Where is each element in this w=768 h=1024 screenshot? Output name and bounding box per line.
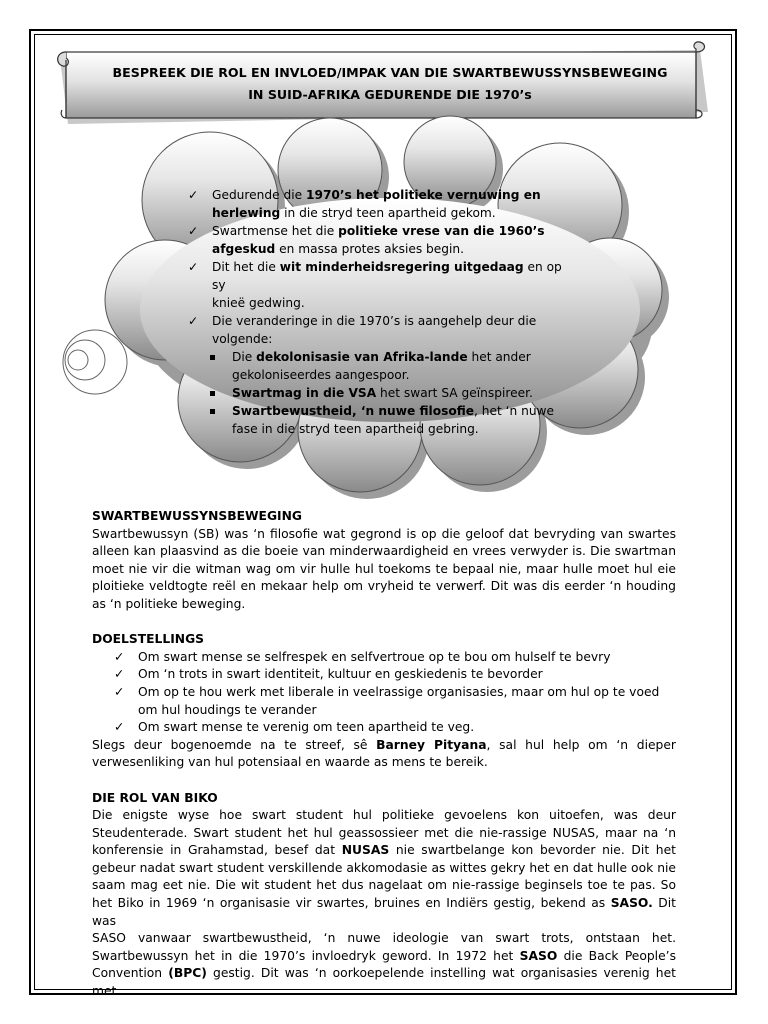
text-run: en op sy <box>212 260 562 292</box>
page-title <box>80 62 700 106</box>
text-run: Om swart mense te verenig om teen apartheid te veg. <box>138 720 475 735</box>
text-line <box>92 543 676 561</box>
text-run: het ander <box>467 350 531 364</box>
section-heading-doelstellings: DOELSTELLINGS <box>92 632 205 647</box>
cloud-bullet-list <box>188 186 573 436</box>
text-run: Die enigste wyse hoe swart student hul politieke gevoelens kon uitoefen, was deur <box>92 808 676 823</box>
text-line <box>138 684 676 702</box>
text-run: ploitieke veldtogte reël en mekaar help om vryheid te verwerf. Dit was dis eerder ‘n houding <box>92 579 676 594</box>
text-run: het Biko in 1969 ‘n organisasie vir swartes, bruines en Indiërs gestig, bekend as <box>92 896 611 911</box>
text-run: gekoloniseerdes aangespoor. <box>232 368 410 382</box>
sub-list-item <box>188 402 573 438</box>
text-line <box>232 384 573 402</box>
text-run: Dit was <box>92 896 676 928</box>
text-line <box>92 596 676 614</box>
text-line <box>92 948 676 966</box>
text-run: knieë gedwing. <box>212 296 305 310</box>
bold-text: dekolonisasie van Afrika-lande <box>256 350 468 364</box>
checkmark-icon: ✓ <box>188 260 199 274</box>
paragraph-closing <box>92 737 676 772</box>
text-line <box>232 366 573 384</box>
text-line <box>138 719 676 737</box>
text-line <box>92 965 676 1000</box>
list-item <box>188 222 573 258</box>
checkmark-icon: ✓ <box>114 684 125 699</box>
text-run: en massa protes aksies begin. <box>275 242 465 256</box>
checkmark-icon: ✓ <box>114 667 125 682</box>
text-line <box>212 258 573 294</box>
text-run: verwesenliking van hul potensiaal en waarde as mens te bereik. <box>92 755 488 770</box>
spacer <box>92 614 676 632</box>
spacer <box>92 772 676 790</box>
text-line <box>92 578 676 596</box>
text-line <box>92 754 676 772</box>
list-item <box>188 186 573 222</box>
text-line <box>212 204 573 222</box>
list-item <box>92 649 676 667</box>
text-line <box>92 737 676 755</box>
bold-text: NUSAS <box>341 843 390 858</box>
text-run: die Back People’s <box>557 948 676 963</box>
text-line <box>92 930 676 948</box>
bold-text: SASO. <box>610 896 653 911</box>
square-bullet-icon <box>210 409 215 414</box>
text-line <box>92 860 676 878</box>
sub-list-item <box>188 384 573 402</box>
text-run: konferensie in Grahamstad, besef dat <box>92 843 342 858</box>
text-line <box>212 330 573 348</box>
text-run: het swart SA geïnspireer. <box>376 386 533 400</box>
text-run: in die stryd teen apartheid gekom. <box>280 206 496 220</box>
section-heading-swartbewussynsbeweging: SWARTBEWUSSYNSBEWEGING <box>92 509 303 523</box>
text-run: Dit het die <box>212 260 280 274</box>
bold-text: 1970’s het politieke vernuwing en <box>305 188 541 202</box>
text-line <box>92 561 676 579</box>
text-run: Die veranderinge in die 1970’s is aangehelp deur die <box>212 314 537 328</box>
checkmark-icon: ✓ <box>188 224 199 238</box>
list-item <box>92 719 676 737</box>
bold-text: Swartbewustheid, ‘n nuwe filosofie <box>232 404 475 418</box>
text-line <box>138 649 676 667</box>
bold-text: politieke vrese van die 1960’s <box>338 224 545 238</box>
bold-text: afgeskud <box>212 242 276 256</box>
text-run: , sal hul help om ‘n dieper <box>486 737 676 752</box>
text-line <box>212 294 573 312</box>
text-run: Gedurende die <box>212 188 306 202</box>
text-line <box>92 807 676 825</box>
text-run: Swartbewussyn (SB) was ‘n filosofie wat gegrond is op die geloof dat bevryding van swartes <box>92 526 676 541</box>
text-line <box>92 526 676 544</box>
paragraph-biko <box>92 807 676 1001</box>
text-line <box>212 240 573 258</box>
square-bullet-icon <box>210 355 215 360</box>
checkmark-icon: ✓ <box>188 188 199 202</box>
title-line-2: IN SUID-AFRIKA GEDURENDE DIE 1970’s <box>248 87 532 102</box>
text-run: om hul houdings te verander <box>138 702 317 717</box>
text-line <box>212 312 573 330</box>
sub-list-item <box>188 348 573 384</box>
text-run: Om op te hou werk met liberale in veelrassige organisasies, maar om hul op te voed <box>138 684 660 699</box>
bold-text: (BPC) <box>168 966 207 981</box>
bold-text: SASO <box>519 948 558 963</box>
checkmark-icon: ✓ <box>188 314 199 328</box>
text-run: saam mag eet nie. Die wit student het dus nagelaat om nie-rassige beginsels toe te pas. So <box>92 878 676 893</box>
text-run: Swartmense het die <box>212 224 339 238</box>
text-run: SASO vanwaar swartbewustheid, ‘n nuwe ideologie van swart trots, ontstaan het. <box>92 931 676 946</box>
text-run: nie swartbelange kon bevorder nie. Dit het <box>389 843 676 858</box>
text-run: , het ‘n nuwe <box>474 404 555 418</box>
list-item <box>92 666 676 684</box>
text-line <box>92 895 676 930</box>
text-run: Om swart mense se selfrespek en selfvertroue op te bou om hulself te bevry <box>138 649 611 664</box>
text-run: Slegs deur bogenoemde na te streef, sê <box>92 737 377 752</box>
bold-text: herlewing <box>212 206 281 220</box>
square-bullet-icon <box>210 391 215 396</box>
checkmark-icon: ✓ <box>114 720 125 735</box>
checkmark-icon: ✓ <box>114 649 125 664</box>
text-run: volgende: <box>212 332 273 346</box>
text-run: Convention <box>92 966 169 981</box>
bold-text: Barney Pityana <box>376 737 487 752</box>
list-item <box>188 312 573 348</box>
text-line <box>232 420 573 438</box>
section-heading-rol-van-biko: DIE ROL VAN BIKO <box>92 790 218 805</box>
main-content <box>92 508 676 1001</box>
text-line <box>232 348 573 366</box>
text-run: moet nie vir die witman wag om vir hulle hul toekoms te bepaal nie, maar hulle moet hul eie <box>92 561 676 576</box>
text-run: as ‘n politieke beweging. <box>92 596 246 611</box>
bold-text: Swartmag in die VSA <box>232 386 377 400</box>
text-line <box>212 222 573 240</box>
text-run: Om ‘n trots in swart identiteit, kultuur en geskiedenis te bevorder <box>138 667 543 682</box>
text-run: Steudenterade. Swart student het hul geassossieer met die nie-rassige NUSAS, maar na ‘n <box>92 825 676 840</box>
text-line <box>138 666 676 684</box>
text-run: fase in die stryd teen apartheid gebring. <box>232 422 479 436</box>
text-line <box>232 402 573 420</box>
text-line <box>212 186 573 204</box>
text-line <box>138 702 676 720</box>
text-run: gebeur nadat swart student verskillende akkomodasie as wittes gekry het en dat hulle ook nie <box>92 860 676 875</box>
list-item <box>92 684 676 719</box>
text-run: Swartbewussyn het in die 1970’s invloedryk geword. In 1972 het <box>92 948 520 963</box>
paragraph-definition <box>92 526 676 614</box>
text-line <box>92 825 676 843</box>
text-run: Die <box>232 350 257 364</box>
list-item <box>188 258 573 312</box>
text-line <box>92 877 676 895</box>
text-run: alleen kan plaasvind as die boeie van minderwaardigheid en vrees verwyder is. Die swartman <box>92 544 676 559</box>
text-run: gestig. Dit was ‘n oorkoepelende instelling wat organisasies verenig het met <box>92 966 676 999</box>
bold-text: wit minderheidsregering uitgedaag <box>279 260 524 274</box>
text-line <box>92 842 676 860</box>
title-line-1: BESPREEK DIE ROL EN INVLOED/IMPAK VAN DIE SWARTBEWUSSYNSBEWEGING <box>112 65 668 80</box>
aims-list <box>92 649 676 737</box>
